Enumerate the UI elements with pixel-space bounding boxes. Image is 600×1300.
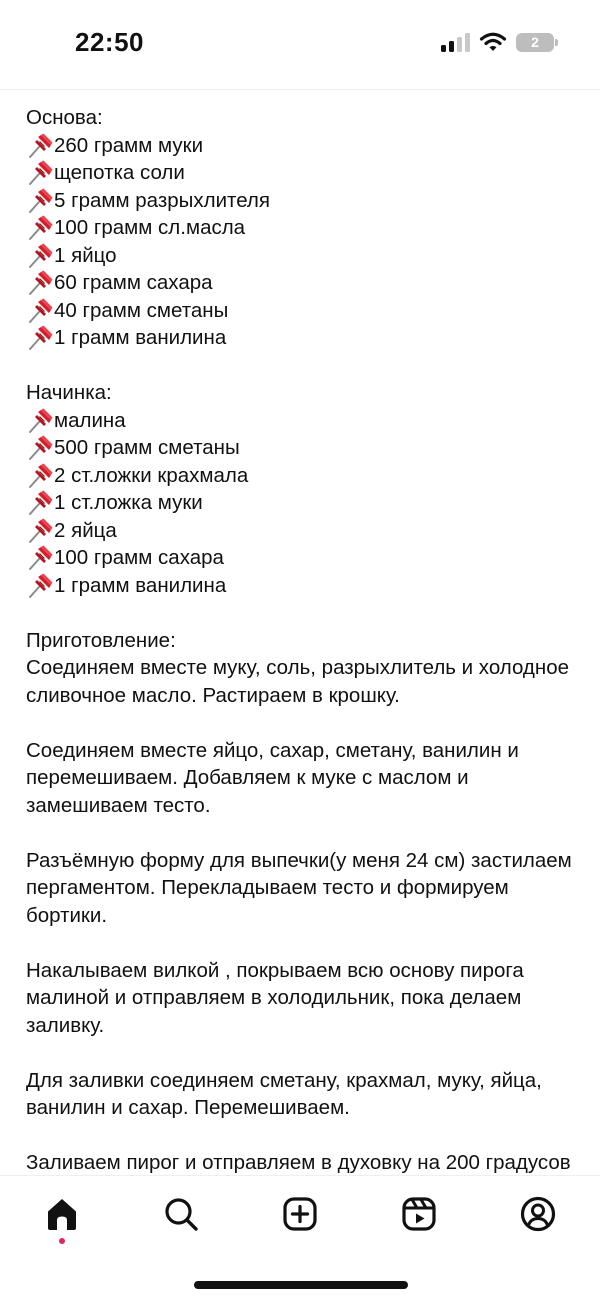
tab-bar <box>0 1175 600 1300</box>
method-paragraph: Разъёмную форму для выпечки(у меня 24 см) застилаем пергаментом. Перекладываем тесто и формируем бортики. <box>26 848 572 927</box>
list-item: 260 грамм муки <box>26 132 586 160</box>
list-item: 1 яйцо <box>26 242 586 270</box>
pushpin-icon <box>26 544 54 571</box>
base-heading: Основа: <box>26 106 103 129</box>
status-icons <box>441 32 554 52</box>
list-item: малина <box>26 407 586 435</box>
header-divider <box>0 89 600 90</box>
pushpin-icon <box>26 159 54 186</box>
status-time: 22:50 <box>75 27 144 57</box>
battery-icon <box>516 33 554 52</box>
method-paragraph: Соединяем вместе яйцо, сахар, сметану, ванилин и перемешиваем. Добавляем к муке с маслом и замешиваем тесто. <box>26 738 519 817</box>
search-icon <box>162 1195 200 1233</box>
plus-square-icon <box>281 1195 319 1233</box>
pushpin-icon <box>26 517 54 544</box>
list-item: 1 грамм ванилина <box>26 572 586 600</box>
tab-search[interactable] <box>157 1190 205 1238</box>
list-item: 40 грамм сметаны <box>26 297 586 325</box>
post-caption <box>26 104 586 1174</box>
tab-home[interactable] <box>38 1190 86 1238</box>
pushpin-icon <box>26 462 54 489</box>
tab-profile[interactable] <box>514 1190 562 1238</box>
tab-create[interactable] <box>276 1190 324 1238</box>
list-item: 2 яйца <box>26 517 586 545</box>
pushpin-icon <box>26 132 54 159</box>
tab-reels[interactable] <box>395 1190 443 1238</box>
signal-icon <box>441 32 470 52</box>
list-item: 100 грамм сл.масла <box>26 214 586 242</box>
list-item: 1 ст.ложка муки <box>26 489 586 517</box>
pushpin-icon <box>26 269 54 296</box>
reels-icon <box>400 1195 438 1233</box>
home-indicator <box>194 1281 408 1289</box>
pushpin-icon <box>26 187 54 214</box>
pushpin-icon <box>26 324 54 351</box>
wifi-icon <box>480 32 506 52</box>
home-icon <box>43 1195 81 1233</box>
method-heading: Приготовление: <box>26 628 176 652</box>
status-bar <box>0 0 600 90</box>
list-item: 2 ст.ложки крахмала <box>26 462 586 490</box>
method-paragraph: Соединяем вместе муку, соль, разрыхлитель и холодное сливочное масло. Растираем в крошку. <box>26 656 569 707</box>
pushpin-icon <box>26 434 54 461</box>
pushpin-icon <box>26 489 54 516</box>
profile-icon <box>519 1195 557 1233</box>
list-item: 500 грамм сметаны <box>26 434 586 462</box>
list-item: 5 грамм разрыхлителя <box>26 187 586 215</box>
method-paragraph: Заливаем пирог и отправляем в духовку на 200 градусов <box>26 1151 571 1174</box>
list-item: 1 грамм ванилина <box>26 324 586 352</box>
pushpin-icon <box>26 572 54 599</box>
method-paragraph: Накалываем вилкой , покрываем всю основу пирога малиной и отправляем в холодильник, пока делаем заливку. <box>26 958 524 1037</box>
active-tab-indicator <box>59 1238 65 1244</box>
battery-level: 2 <box>531 34 539 50</box>
pushpin-icon <box>26 407 54 434</box>
list-item: 100 грамм сахара <box>26 544 586 572</box>
list-item: щепотка соли <box>26 159 586 187</box>
pushpin-icon <box>26 242 54 269</box>
pushpin-icon <box>26 214 54 241</box>
filling-heading: Начинка: <box>26 381 112 404</box>
pushpin-icon <box>26 297 54 324</box>
method-paragraph: Для заливки соединяем сметану, крахмал, муку, яйца, ванилин и сахар. Перемешиваем. <box>26 1068 542 1119</box>
list-item: 60 грамм сахара <box>26 269 586 297</box>
